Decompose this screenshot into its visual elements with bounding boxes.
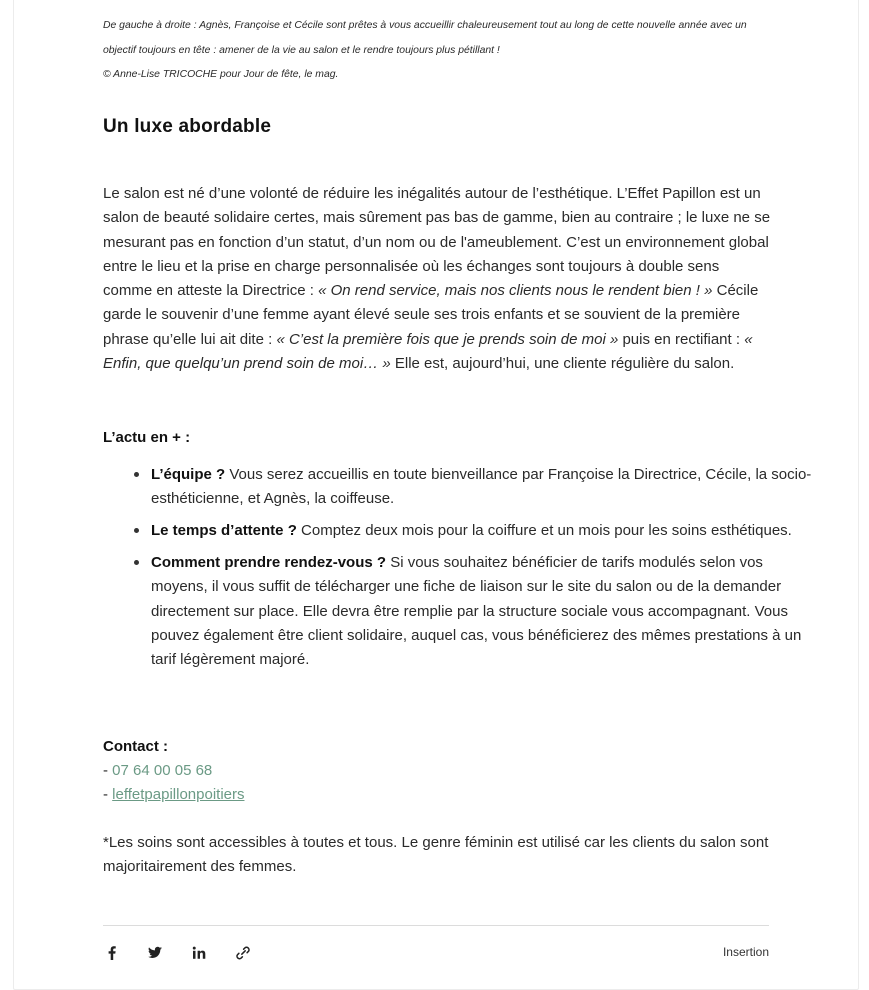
twitter-icon[interactable] bbox=[146, 944, 164, 962]
paragraph-text: Le salon est né d’une volonté de réduire les inégalités autour de l’esthétique. L’Effet Papillon est un salon de beauté solidaire certes, mais sûrement pas bas de gamme, bien au contraire ; le luxe ne se mesurant pas en fonction d’un statut, d’un nom ou de l'ameublement. C’est un environnement global entre le lieu et la prise en charge personnalisée où les échanges sont toujours à double sens comme en atteste la Directrice : bbox=[103, 185, 771, 300]
list-item-text: Si vous souhaitez bénéficier de tarifs modulés selon vos moyens, il vous suffit de télécharger une fiche de liaison sur le site du salon ou de la demander directement sur place. Elle devra être remplie par la structure sociale vous accompagnant. Vous pouvez également être client solidaire, auquel cas, vous bénéficierez des mêmes prestations à un tarif légèrement majoré. bbox=[151, 554, 802, 669]
list-item bbox=[151, 551, 819, 672]
image-caption bbox=[103, 14, 771, 88]
info-list bbox=[103, 463, 819, 680]
dash: - bbox=[103, 762, 113, 780]
dash: - bbox=[103, 786, 113, 804]
category-link[interactable]: Insertion bbox=[722, 945, 769, 959]
contact-social-row bbox=[103, 783, 244, 807]
footnote bbox=[103, 831, 771, 880]
list-item-label: Comment prendre rendez-vous ? bbox=[151, 554, 387, 572]
phone-link[interactable]: 07 64 00 05 68 bbox=[112, 762, 213, 780]
list-item bbox=[151, 519, 819, 543]
contact-label: Contact : bbox=[103, 738, 168, 755]
contact-block bbox=[103, 735, 244, 808]
quote-text: « C’est la première fois que je prends soin de moi » bbox=[276, 330, 619, 348]
paragraph-text: Cécile garde le souvenir d’une femme ayant élevé seule ses trois enfants et se souvient de la première phrase qu’elle lui ait dite : bbox=[103, 282, 759, 348]
paragraph-text: Elle est, aujourd’hui, une cliente régulière du salon. bbox=[390, 355, 735, 373]
article-paragraph bbox=[103, 182, 771, 376]
section-title: Un luxe abordable bbox=[103, 116, 272, 137]
list-item-label: Le temps d’attente ? bbox=[151, 522, 297, 540]
caption-credit: © Anne-Lise TRICOCHE pour Jour de fête, le mag. bbox=[103, 69, 339, 81]
quote-text: « Enfin, que quelqu’un prend soin de moi… » bbox=[103, 330, 753, 373]
footnote-text: *Les soins sont accessibles à toutes et tous. Le genre féminin est utilisé car les clients du salon sont majoritairement des femmes. bbox=[103, 834, 769, 876]
social-link[interactable]: leffetpapillonpoitiers bbox=[112, 786, 245, 804]
list-item-label: L’équipe ? bbox=[151, 466, 226, 483]
linkedin-icon[interactable] bbox=[190, 944, 208, 962]
contact-phone-row bbox=[103, 759, 244, 783]
list-item-text: Comptez deux mois pour la coiffure et un mois pour les soins esthétiques. bbox=[296, 522, 792, 540]
subheading: L’actu en + : bbox=[103, 429, 191, 446]
quote-text: « On rend service, mais nos clients nous le rendent bien ! » bbox=[318, 282, 713, 300]
divider bbox=[103, 925, 769, 926]
list-item bbox=[151, 463, 819, 512]
caption-text: De gauche à droite : Agnès, Françoise et Cécile sont prêtes à vous accueillir chaleureusement tout au long de cette nouvelle année avec un objectif toujours en tête : amener de la vie au salon et le rendre toujours plus pétillant ! bbox=[103, 20, 747, 56]
facebook-icon[interactable] bbox=[103, 944, 121, 962]
link-icon[interactable] bbox=[234, 944, 252, 962]
paragraph-text: puis en rectifiant : bbox=[618, 330, 745, 348]
list-item-text: Vous serez accueillis en toute bienveillance par Françoise la Directrice, Cécile, la socio-esthéticienne, et Agnès, la coiffeuse. bbox=[151, 466, 812, 508]
